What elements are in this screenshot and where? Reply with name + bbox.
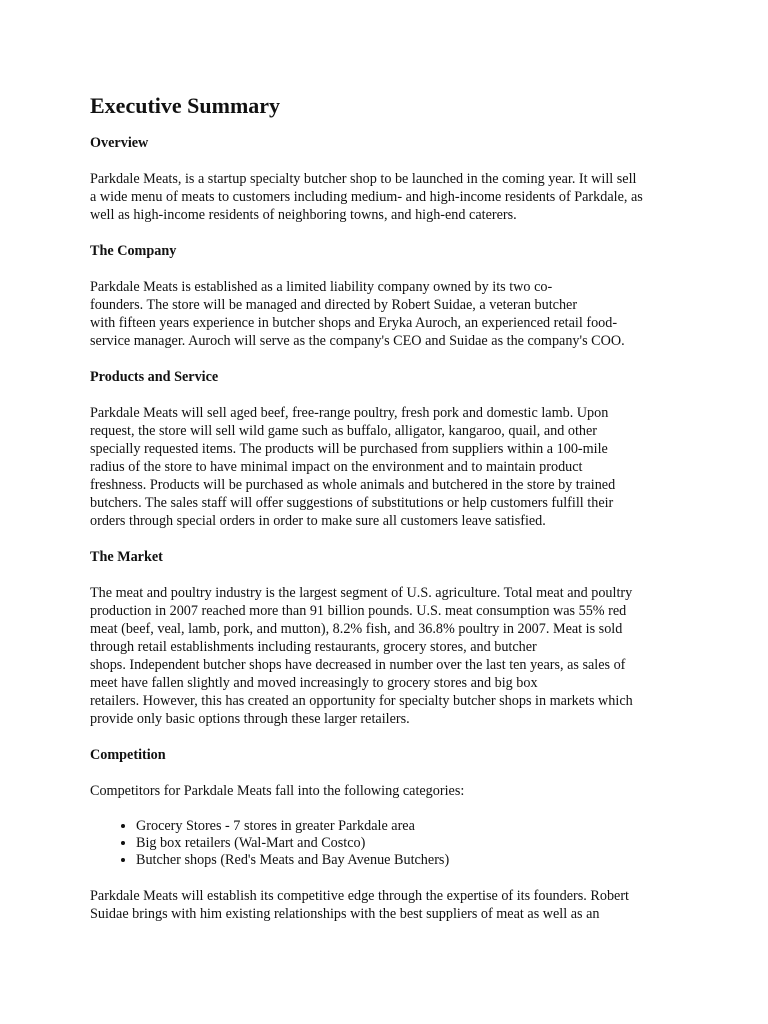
text-line: specially requested items. The products will be purchased from suppliers within a 100-mile — [90, 441, 608, 457]
text-line: Suidae brings with him existing relationships with the best suppliers of meat as well as an — [90, 906, 600, 922]
text-line: butchers. The sales staff will offer suggestions of substitutions or help customers fulfill their — [90, 495, 614, 511]
text-line: Parkdale Meats will establish its competitive edge through the expertise of its founders. Robert — [90, 888, 630, 904]
section-body-market — [90, 584, 690, 728]
competitor-list-item: • Butcher shops (Red's Meats and Bay Avenue Butchers) — [136, 852, 690, 869]
text-line: service manager. Auroch will serve as the company's CEO and Suidae as the company's COO. — [90, 333, 625, 349]
text-line: Parkdale Meats, is a startup specialty butcher shop to be launched in the coming year. It will sell — [90, 171, 637, 187]
competitor-list-item: • Grocery Stores - 7 stores in greater Parkdale area — [136, 818, 690, 835]
text-line: radius of the store to have minimal impact on the environment and to maintain product — [90, 459, 583, 475]
text-line: request, the store will sell wild game such as buffalo, alligator, kangaroo, quail, and other — [90, 423, 598, 439]
text-line: meet have fallen slightly and moved increasingly to grocery stores and big box — [90, 675, 538, 691]
competitor-list-item: • Big box retailers (Wal-Mart and Costco) — [136, 835, 690, 852]
text-line: Parkdale Meats is established as a limited liability company owned by its two co- — [90, 279, 553, 295]
section-heading-overview: Overview — [90, 135, 149, 151]
document-title: Executive Summary — [90, 93, 281, 118]
text-line: founders. The store will be managed and directed by Robert Suidae, a veteran butcher — [90, 297, 578, 313]
text-line: orders through special orders in order to make sure all customers leave satisfied. — [90, 513, 546, 529]
text-line: with fifteen years experience in butcher shops and Eryka Auroch, an experienced retail food- — [90, 315, 618, 331]
text-line: meat (beef, veal, lamb, pork, and mutton), 8.2% fish, and 36.8% poultry in 2007. Meat is sold — [90, 621, 623, 637]
text-line: through retail establishments including restaurants, grocery stores, and butcher — [90, 639, 537, 655]
section-body-overview — [90, 170, 690, 224]
section-body-products — [90, 404, 690, 530]
text-line: retailers. However, this has created an opportunity for specialty butcher shops in markets which — [90, 693, 633, 709]
text-line: a wide menu of meats to customers including medium- and high-income residents of Parkdale, as — [90, 189, 643, 205]
text-line: shops. Independent butcher shops have decreased in number over the last ten years, as sales of — [90, 657, 626, 673]
competition-intro — [90, 782, 690, 800]
competition-closing — [90, 887, 690, 923]
section-heading-market: The Market — [90, 549, 163, 565]
text-line: The meat and poultry industry is the largest segment of U.S. agriculture. Total meat and poultry — [90, 585, 633, 601]
text-line: provide only basic options through these larger retailers. — [90, 711, 410, 727]
text-line: well as high-income residents of neighboring towns, and high-end caterers. — [90, 207, 517, 223]
text-line: Parkdale Meats will sell aged beef, free-range poultry, fresh pork and domestic lamb. Upon — [90, 405, 609, 421]
section-heading-company: The Company — [90, 243, 177, 259]
text-line: production in 2007 reached more than 91 billion pounds. U.S. meat consumption was 55% red — [90, 603, 627, 619]
text-line: freshness. Products will be purchased as whole animals and butchered in the store by trained — [90, 477, 616, 493]
section-heading-products: Products and Service — [90, 369, 219, 385]
section-body-company — [90, 278, 690, 350]
section-heading-competition: Competition — [90, 747, 166, 763]
document-page — [90, 92, 690, 941]
competitor-list — [90, 818, 690, 869]
text-line: Competitors for Parkdale Meats fall into the following categories: — [90, 783, 465, 799]
